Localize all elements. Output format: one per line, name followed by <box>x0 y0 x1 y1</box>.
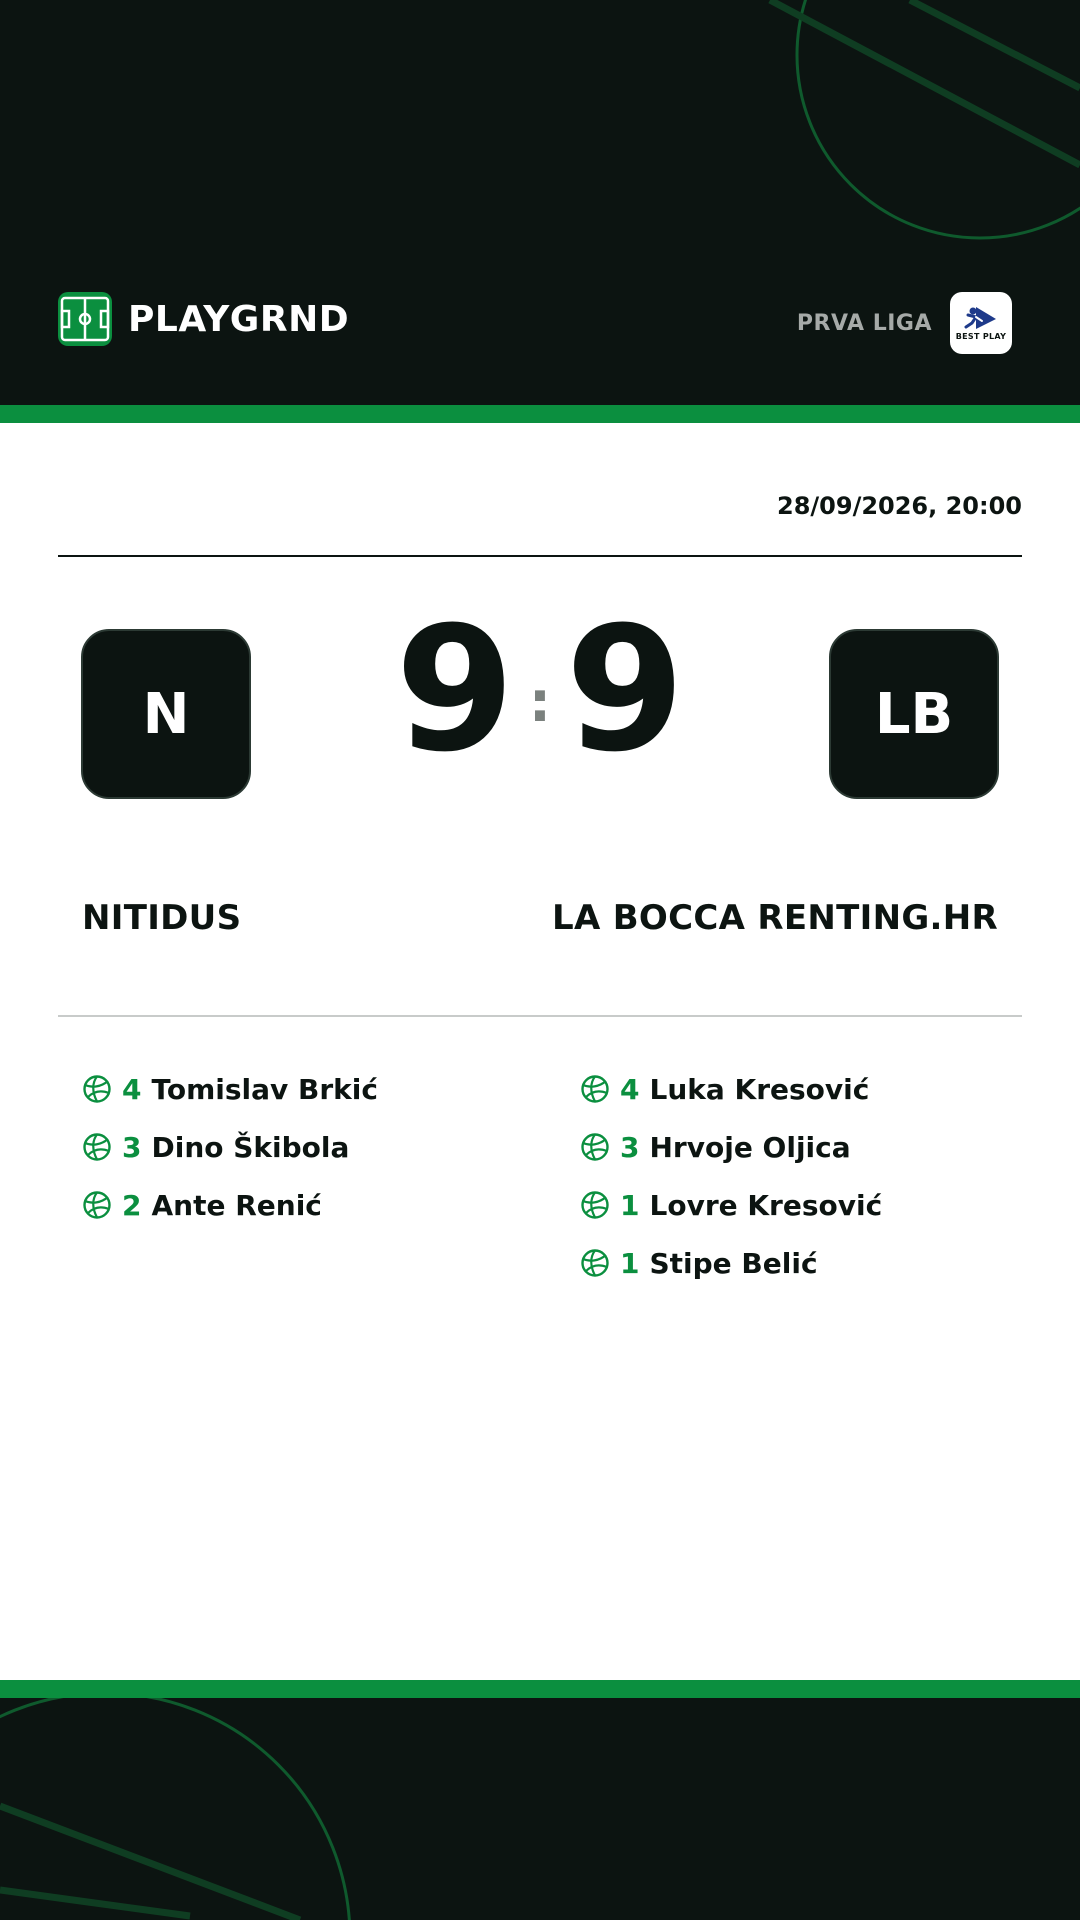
volleyball-icon <box>580 1248 610 1278</box>
player-kick-icon <box>964 305 998 331</box>
goal-count: 4 <box>122 1072 142 1106</box>
league-name: PRVA LIGA <box>796 310 932 336</box>
league-logo <box>950 292 1012 354</box>
header-band <box>0 0 1080 405</box>
volleyball-icon <box>82 1132 112 1162</box>
away-team-badge[interactable]: LB <box>829 629 999 799</box>
goal-count: 1 <box>620 1246 640 1280</box>
score-separator: : <box>528 669 552 735</box>
home-scorers-list <box>82 1060 378 1234</box>
away-score: 9 <box>565 589 685 790</box>
away-scorers-list <box>580 1060 882 1292</box>
divider <box>58 555 1022 557</box>
player-name[interactable]: Tomislav Brkić <box>151 1072 378 1106</box>
scorer-item <box>82 1118 378 1176</box>
player-name[interactable]: Luka Kresović <box>649 1072 870 1106</box>
volleyball-icon <box>82 1074 112 1104</box>
home-team-name[interactable]: NITIDUS <box>82 898 242 938</box>
scorer-item <box>580 1118 882 1176</box>
goal-count: 3 <box>620 1130 640 1164</box>
player-name[interactable]: Dino Škibola <box>151 1130 350 1164</box>
scorer-item <box>82 1060 378 1118</box>
player-name[interactable]: Hrvoje Oljica <box>649 1130 851 1164</box>
goal-count: 4 <box>620 1072 640 1106</box>
volleyball-icon <box>580 1132 610 1162</box>
player-name[interactable]: Lovre Kresović <box>649 1188 883 1222</box>
brand[interactable] <box>58 292 349 346</box>
match-datetime: 28/09/2026, 20:00 <box>777 492 1022 520</box>
home-team-badge[interactable]: N <box>81 629 251 799</box>
volleyball-icon <box>82 1190 112 1220</box>
divider <box>58 1015 1022 1017</box>
field-icon <box>58 292 112 346</box>
league[interactable] <box>797 292 1012 354</box>
away-team-name[interactable]: LA BOCCA RENTING.HR <box>551 898 998 938</box>
goal-count: 2 <box>122 1188 142 1222</box>
scoreboard <box>390 589 690 790</box>
brand-name: PLAYGRND <box>128 298 350 340</box>
scorer-item <box>82 1176 378 1234</box>
league-badge-text: BEST PLAY <box>955 332 1007 341</box>
accent-stripe-bottom <box>0 1680 1080 1698</box>
accent-stripe-top <box>0 405 1080 423</box>
scorer-item <box>580 1060 882 1118</box>
goal-count: 3 <box>122 1130 142 1164</box>
footer-band <box>0 1698 1080 1920</box>
scorer-item <box>580 1234 882 1292</box>
goal-count: 1 <box>620 1188 640 1222</box>
player-name[interactable]: Stipe Belić <box>649 1246 818 1280</box>
volleyball-icon <box>580 1190 610 1220</box>
volleyball-icon <box>580 1074 610 1104</box>
home-score: 9 <box>395 589 515 790</box>
scorer-item <box>580 1176 882 1234</box>
pitch-lines-decoration <box>0 1698 1080 1920</box>
player-name[interactable]: Ante Renić <box>151 1188 322 1222</box>
